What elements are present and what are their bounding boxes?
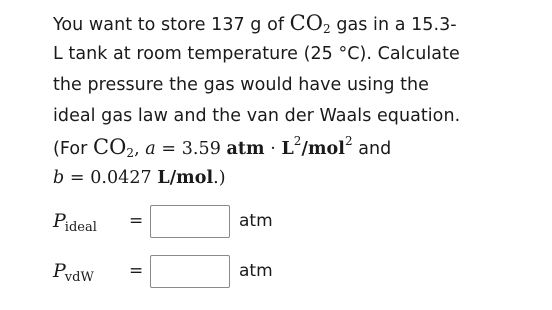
- constant-a-value: = 3.59: [155, 139, 227, 159]
- variable-subscript: vdW: [64, 270, 94, 285]
- unit-label: atm: [239, 211, 273, 231]
- equals-sign: =: [129, 261, 144, 281]
- unit-l-per-mol: L/mol: [157, 168, 214, 188]
- answer-row-vdw: [53, 253, 273, 289]
- co2-formula: [93, 135, 134, 159]
- equals-sign: =: [129, 211, 144, 231]
- constant-b-var: b: [53, 168, 65, 188]
- constant-b-value: = 0.0427: [64, 168, 158, 188]
- comma: ,: [134, 139, 146, 159]
- co2-formula: [290, 11, 331, 35]
- problem-line-6: [53, 163, 533, 194]
- problem-text: ideal gas law and the van der Waals equation.: [53, 106, 461, 126]
- problem-line-4: [53, 101, 533, 132]
- answer-row-ideal: [53, 203, 273, 239]
- unit-dot: ·: [264, 139, 282, 159]
- p-ideal-label: [53, 210, 129, 235]
- p-ideal-input[interactable]: [150, 205, 230, 238]
- problem-line-3: [53, 70, 533, 101]
- problem-text: the pressure the gas would have using the: [53, 75, 429, 95]
- unit-slash: /: [301, 139, 308, 159]
- co2-letters: CO: [289, 11, 324, 35]
- variable-subscript: ideal: [64, 220, 97, 235]
- p-vdw-input[interactable]: [150, 255, 230, 288]
- co2-subscript: 2: [126, 146, 135, 160]
- problem-line-5: [53, 132, 533, 163]
- constant-a-var: a: [145, 139, 156, 159]
- problem-text: L tank at room temperature (25 °C). Calculate: [53, 44, 460, 64]
- co2-subscript: 2: [323, 22, 331, 36]
- problem-text: (For: [53, 139, 93, 159]
- problem-text: gas in a 15.3-: [330, 15, 457, 35]
- problem-line-2: [53, 39, 533, 70]
- variable-p: P: [53, 210, 66, 232]
- variable-p: P: [53, 260, 66, 282]
- unit-liter-exponent: 2: [293, 134, 302, 148]
- co2-letters: CO: [92, 135, 127, 159]
- unit-label: atm: [239, 261, 273, 281]
- unit-atm: atm: [226, 139, 265, 159]
- p-vdw-label: [53, 260, 129, 285]
- unit-mol: mol: [307, 139, 345, 159]
- unit-mol-exponent: 2: [344, 134, 353, 148]
- problem-line-1: [53, 8, 533, 39]
- problem-statement: [53, 8, 533, 194]
- problem-text: .): [213, 168, 226, 188]
- constant-b-expression: [53, 168, 226, 188]
- unit-liter: L: [281, 139, 294, 159]
- constant-a-expression: [145, 134, 353, 159]
- problem-text: You want to store 137 g of: [53, 15, 290, 35]
- problem-text: and: [352, 139, 392, 159]
